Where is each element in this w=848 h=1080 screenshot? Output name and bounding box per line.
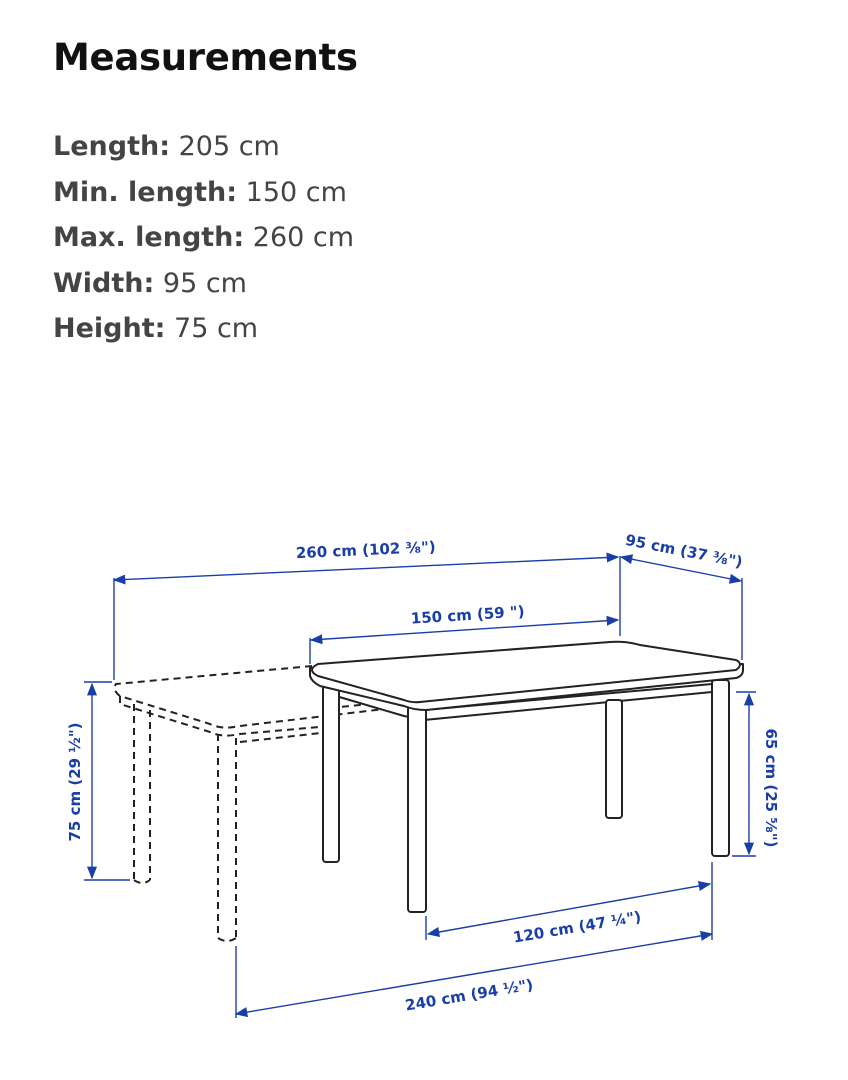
dim-label-max-length: 260 cm (102 ⅜") [295,537,437,563]
dim-label-min-length: 150 cm (59 ") [410,602,526,628]
spec-width: Width: 95 cm [53,267,247,299]
spec-length: Length: 205 cm [53,131,280,162]
page-title: Measurements [53,36,358,79]
spec-min-length: Min. length: 150 cm [53,176,347,208]
dim-label-inner-leg-span: 120 cm (47 ¼") [511,907,643,947]
table-solid [310,642,743,912]
dim-label-leg-height: 65 cm (25 ⅝") [762,728,780,848]
dim-label-width: 95 cm (37 ⅜") [623,530,745,572]
dim-label-height: 75 cm (29 ½") [66,722,84,842]
spec-height: Height: 75 cm [53,313,259,344]
dim-label-outer-leg-span: 240 cm (94 ½") [403,975,535,1015]
spec-max-length: Max. length: 260 cm [53,222,355,253]
extension-leaf-dashed [115,666,410,941]
